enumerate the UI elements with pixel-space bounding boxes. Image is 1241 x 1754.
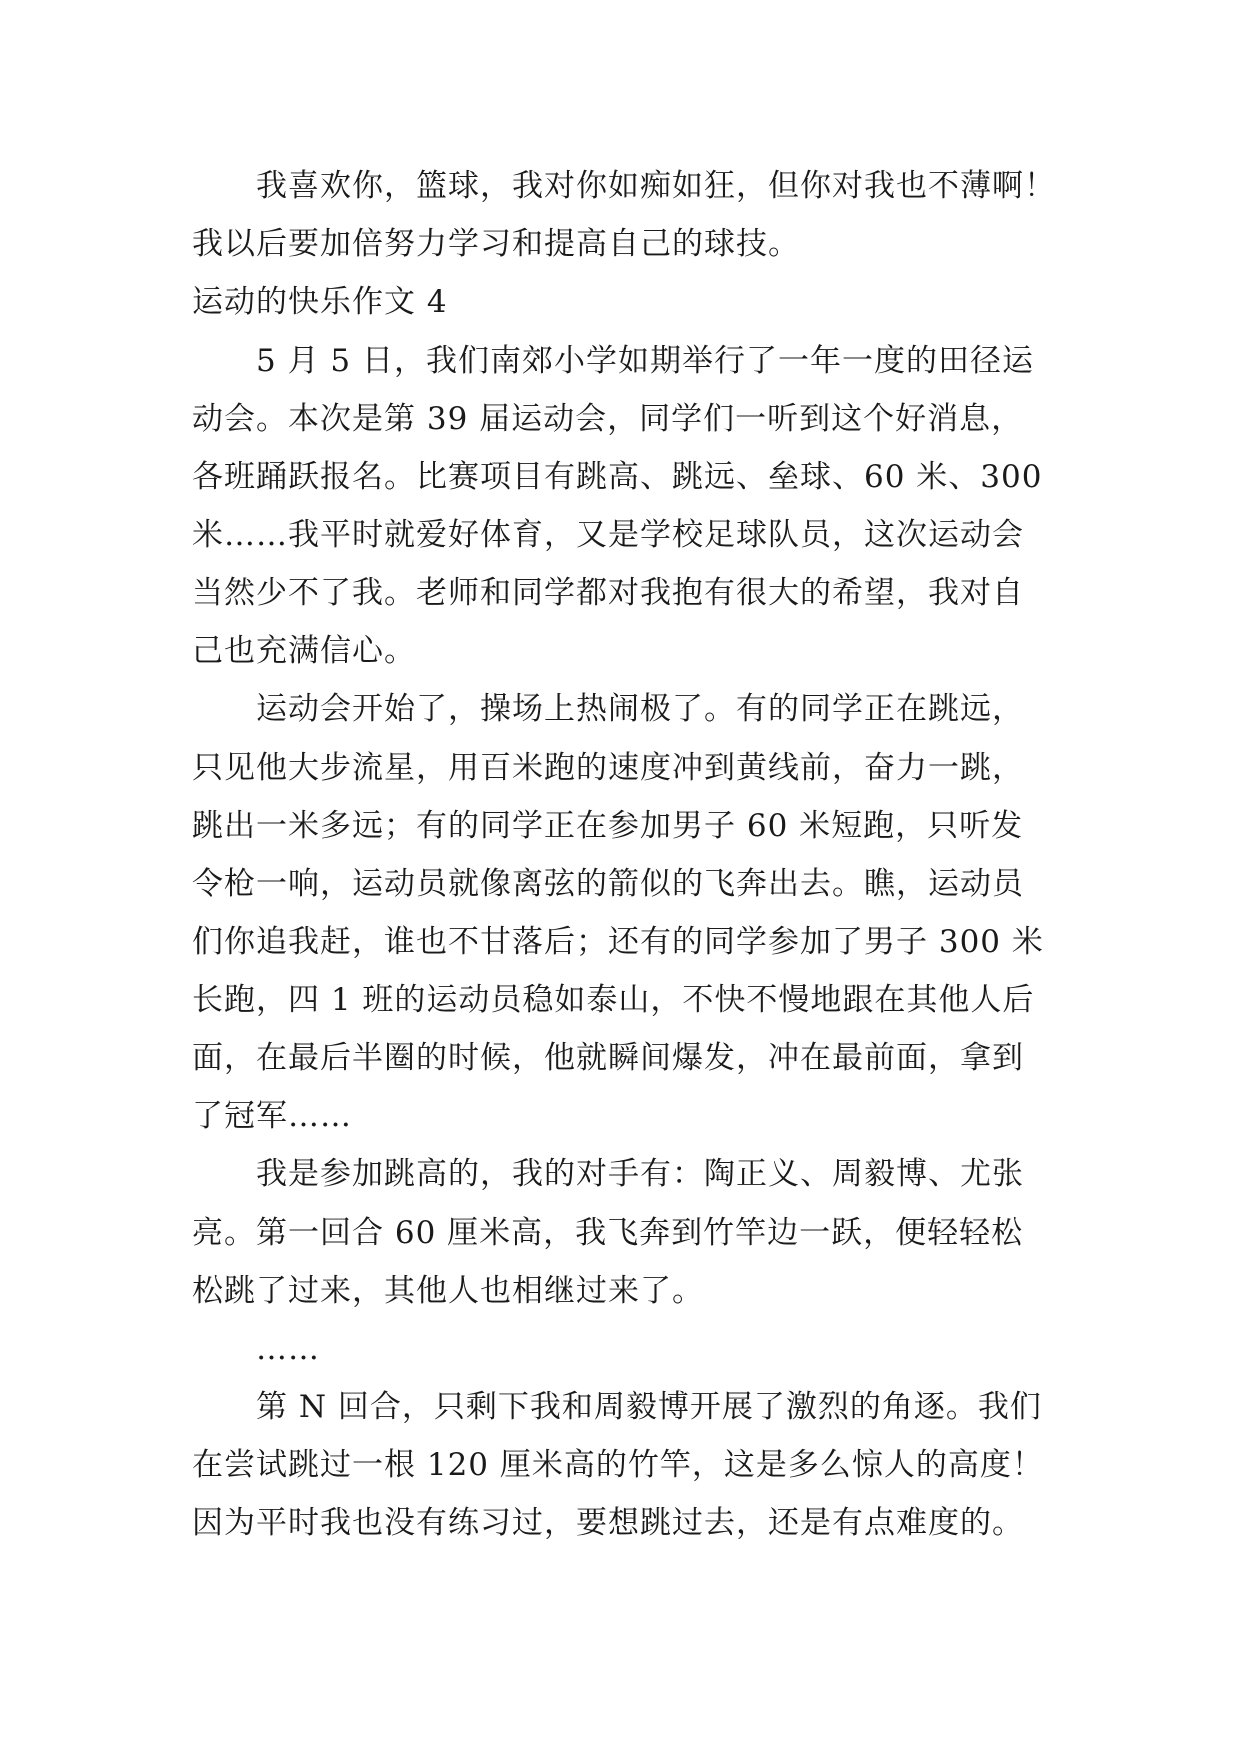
paragraph-line: 跳出一米多远；有的同学正在参加男子 60 米短跑，只听发 bbox=[192, 808, 1024, 844]
paragraph-line: 当然少不了我。老师和同学都对我抱有很大的希望，我对自 bbox=[192, 575, 1024, 611]
ellipsis-line: …… bbox=[256, 1331, 320, 1367]
paragraph-line: 们你追我赶，谁也不甘落后；还有的同学参加了男子 300 米 bbox=[192, 924, 1044, 960]
paragraph-line: 我是参加跳高的，我的对手有：陶正义、周毅博、尤张 bbox=[256, 1156, 1024, 1192]
paragraph-line: 只见他大步流星，用百米跑的速度冲到黄线前，奋力一跳， bbox=[192, 750, 1024, 786]
paragraph-line: 因为平时我也没有练习过，要想跳过去，还是有点难度的。 bbox=[192, 1505, 1024, 1541]
paragraph-line: 米……我平时就爱好体育，又是学校足球队员，这次运动会 bbox=[192, 517, 1024, 553]
paragraph-line: 亮。第一回合 60 厘米高，我飞奔到竹竿边一跃，便轻轻松 bbox=[192, 1215, 1024, 1251]
paragraph-line: 我以后要加倍努力学习和提高自己的球技。 bbox=[192, 226, 800, 262]
section-title: 运动的快乐作文 4 bbox=[192, 284, 448, 320]
paragraph-line: 5 月 5 日，我们南郊小学如期举行了一年一度的田径运 bbox=[256, 343, 1035, 379]
paragraph-line: 令枪一响，运动员就像离弦的箭似的飞奔出去。瞧，运动员 bbox=[192, 866, 1024, 902]
paragraph-line: 了冠军…… bbox=[192, 1098, 352, 1134]
paragraph-line: 我喜欢你，篮球，我对你如痴如狂，但你对我也不薄啊！ bbox=[256, 168, 1056, 204]
paragraph-line: 第 N 回合，只剩下我和周毅博开展了激烈的角逐。我们 bbox=[256, 1389, 1042, 1425]
paragraph-line: 各班踊跃报名。比赛项目有跳高、跳远、垒球、60 米、300 bbox=[192, 459, 1043, 495]
paragraph-line: 动会。本次是第 39 届运动会，同学们一听到这个好消息， bbox=[192, 401, 1024, 437]
paragraph-line: 松跳了过来，其他人也相继过来了。 bbox=[192, 1273, 704, 1309]
paragraph-line: 长跑，四 1 班的运动员稳如泰山，不快不慢地跟在其他人后 bbox=[192, 982, 1035, 1018]
paragraph-line: 在尝试跳过一根 120 厘米高的竹竿，这是多么惊人的高度！ bbox=[192, 1447, 1044, 1483]
paragraph-line: 己也充满信心。 bbox=[192, 633, 416, 669]
paragraph-line: 面，在最后半圈的时候，他就瞬间爆发，冲在最前面，拿到 bbox=[192, 1040, 1024, 1076]
paragraph-line: 运动会开始了，操场上热闹极了。有的同学正在跳远， bbox=[256, 691, 1024, 727]
